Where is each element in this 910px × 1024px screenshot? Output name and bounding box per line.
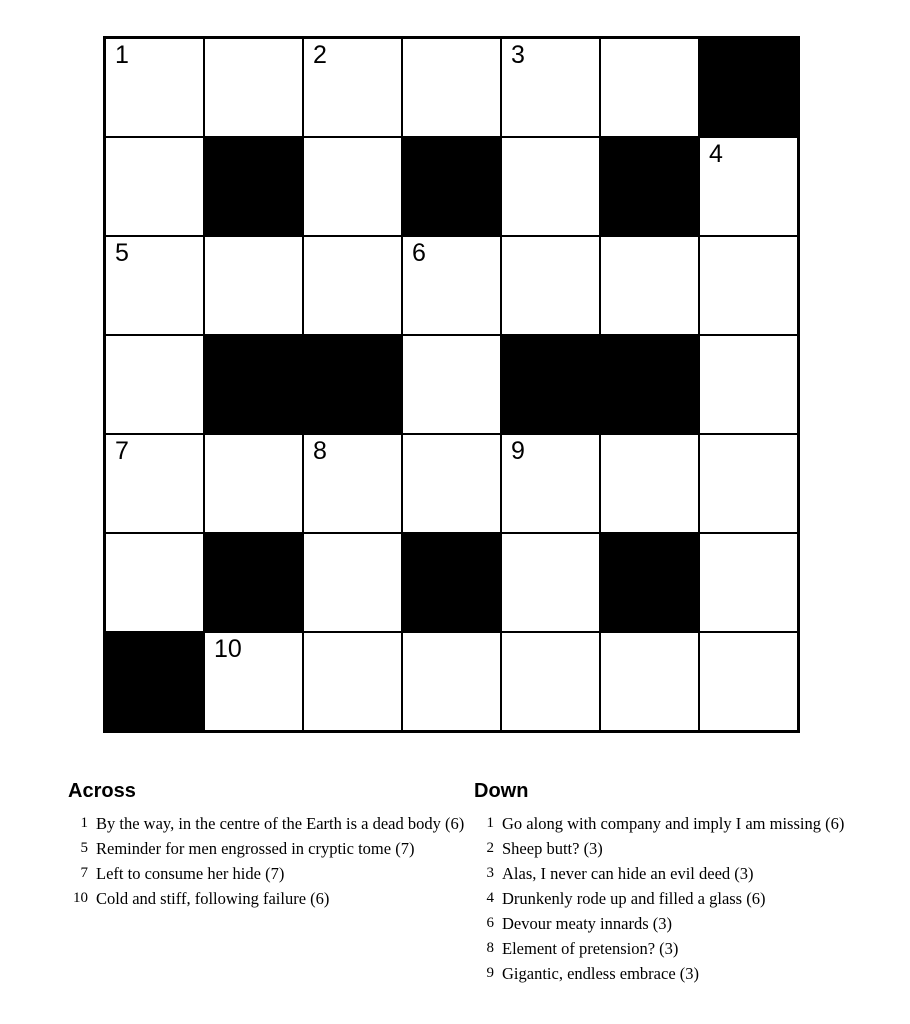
clue-text: Go along with company and imply I am missing (6) bbox=[502, 814, 845, 833]
clue-text: Element of pretension? (3) bbox=[502, 939, 679, 958]
down-clues bbox=[474, 780, 894, 986]
crossword-cell[interactable] bbox=[204, 38, 303, 138]
crossword-row bbox=[105, 632, 799, 732]
crossword-cell[interactable] bbox=[699, 632, 799, 732]
clue-text: Drunkenly rode up and filled a glass (6) bbox=[502, 889, 766, 908]
crossword-cell[interactable] bbox=[303, 533, 402, 632]
crossword-row bbox=[105, 236, 799, 335]
crossword-row bbox=[105, 434, 799, 533]
crossword-block-cell bbox=[699, 38, 799, 138]
cell-number: 6 bbox=[412, 239, 426, 267]
crossword-block-cell bbox=[501, 335, 600, 434]
clue-number: 2 bbox=[486, 840, 494, 856]
clue-text: Gigantic, endless embrace (3) bbox=[502, 964, 700, 983]
crossword-row bbox=[105, 335, 799, 434]
crossword-cell[interactable] bbox=[402, 335, 501, 434]
cell-number: 10 bbox=[214, 635, 242, 663]
crossword-cell[interactable] bbox=[303, 434, 402, 533]
clue-item[interactable] bbox=[68, 811, 468, 836]
crossword-row bbox=[105, 38, 799, 138]
crossword-cell[interactable] bbox=[501, 236, 600, 335]
cell-number: 9 bbox=[511, 437, 525, 465]
crossword-block-cell bbox=[204, 137, 303, 236]
clue-number: 3 bbox=[486, 865, 494, 881]
crossword-cell[interactable] bbox=[501, 38, 600, 138]
crossword-table bbox=[103, 36, 800, 733]
crossword-block-cell bbox=[204, 533, 303, 632]
clue-item[interactable] bbox=[68, 836, 468, 861]
clue-text: Sheep butt? (3) bbox=[502, 839, 603, 858]
clue-number: 9 bbox=[486, 965, 494, 981]
clue-number: 1 bbox=[486, 815, 494, 831]
clue-item[interactable] bbox=[474, 886, 894, 911]
crossword-block-cell bbox=[600, 533, 699, 632]
crossword-cell[interactable] bbox=[501, 632, 600, 732]
crossword-cell[interactable] bbox=[204, 236, 303, 335]
cell-number: 8 bbox=[313, 437, 327, 465]
crossword-cell[interactable] bbox=[105, 434, 205, 533]
clue-number: 5 bbox=[80, 840, 88, 856]
crossword-block-cell bbox=[303, 335, 402, 434]
clue-number: 7 bbox=[80, 865, 88, 881]
crossword-cell[interactable] bbox=[600, 236, 699, 335]
cell-number: 3 bbox=[511, 41, 525, 69]
crossword-block-cell bbox=[402, 533, 501, 632]
crossword-block-cell bbox=[600, 137, 699, 236]
down-heading: Down bbox=[474, 780, 529, 802]
crossword-block-cell bbox=[204, 335, 303, 434]
cell-number: 5 bbox=[115, 239, 129, 267]
down-clue-list bbox=[474, 811, 894, 986]
cell-number: 1 bbox=[115, 41, 129, 69]
crossword-grid bbox=[103, 36, 800, 733]
crossword-cell[interactable] bbox=[204, 632, 303, 732]
crossword-cell[interactable] bbox=[699, 137, 799, 236]
clue-number: 1 bbox=[80, 815, 88, 831]
clue-number: 10 bbox=[73, 890, 88, 906]
clue-item[interactable] bbox=[68, 861, 468, 886]
clue-number: 4 bbox=[486, 890, 494, 906]
clue-item[interactable] bbox=[474, 836, 894, 861]
clue-text: By the way, in the centre of the Earth is a dead body (6) bbox=[96, 814, 465, 833]
crossword-cell[interactable] bbox=[699, 434, 799, 533]
across-clue-list bbox=[68, 811, 468, 911]
crossword-row bbox=[105, 137, 799, 236]
clue-item[interactable] bbox=[474, 911, 894, 936]
clue-text: Alas, I never can hide an evil deed (3) bbox=[502, 864, 754, 883]
crossword-cell[interactable] bbox=[204, 434, 303, 533]
crossword-cell[interactable] bbox=[105, 137, 205, 236]
crossword-cell[interactable] bbox=[303, 38, 402, 138]
crossword-cell[interactable] bbox=[501, 533, 600, 632]
clue-item[interactable] bbox=[474, 861, 894, 886]
crossword-block-cell bbox=[402, 137, 501, 236]
clue-item[interactable] bbox=[474, 936, 894, 961]
crossword-row bbox=[105, 533, 799, 632]
clue-text: Cold and stiff, following failure (6) bbox=[96, 889, 330, 908]
crossword-cell[interactable] bbox=[105, 38, 205, 138]
cell-number: 2 bbox=[313, 41, 327, 69]
crossword-cell[interactable] bbox=[600, 632, 699, 732]
across-heading: Across bbox=[68, 780, 136, 802]
cell-number: 4 bbox=[709, 140, 723, 168]
clue-item[interactable] bbox=[68, 886, 468, 911]
across-clues bbox=[68, 780, 468, 911]
crossword-cell[interactable] bbox=[699, 236, 799, 335]
crossword-cell[interactable] bbox=[699, 533, 799, 632]
crossword-cell[interactable] bbox=[600, 38, 699, 138]
clue-text: Left to consume her hide (7) bbox=[96, 864, 285, 883]
clue-item[interactable] bbox=[474, 961, 894, 986]
clue-number: 6 bbox=[486, 915, 494, 931]
crossword-cell[interactable] bbox=[501, 434, 600, 533]
crossword-cell[interactable] bbox=[402, 632, 501, 732]
crossword-block-cell bbox=[600, 335, 699, 434]
crossword-cell[interactable] bbox=[105, 236, 205, 335]
crossword-block-cell bbox=[105, 632, 205, 732]
crossword-cell[interactable] bbox=[303, 632, 402, 732]
cell-number: 7 bbox=[115, 437, 129, 465]
crossword-cell[interactable] bbox=[402, 236, 501, 335]
crossword-cell[interactable] bbox=[501, 137, 600, 236]
crossword-cell[interactable] bbox=[402, 38, 501, 138]
crossword-cell[interactable] bbox=[303, 236, 402, 335]
clue-item[interactable] bbox=[474, 811, 894, 836]
crossword-cell[interactable] bbox=[105, 533, 205, 632]
crossword-cell[interactable] bbox=[600, 434, 699, 533]
clue-text: Devour meaty innards (3) bbox=[502, 914, 672, 933]
crossword-cell[interactable] bbox=[105, 335, 205, 434]
crossword-cell[interactable] bbox=[402, 434, 501, 533]
clue-text: Reminder for men engrossed in cryptic tome (7) bbox=[96, 839, 415, 858]
crossword-cell[interactable] bbox=[303, 137, 402, 236]
crossword-cell[interactable] bbox=[699, 335, 799, 434]
clue-number: 8 bbox=[486, 940, 494, 956]
